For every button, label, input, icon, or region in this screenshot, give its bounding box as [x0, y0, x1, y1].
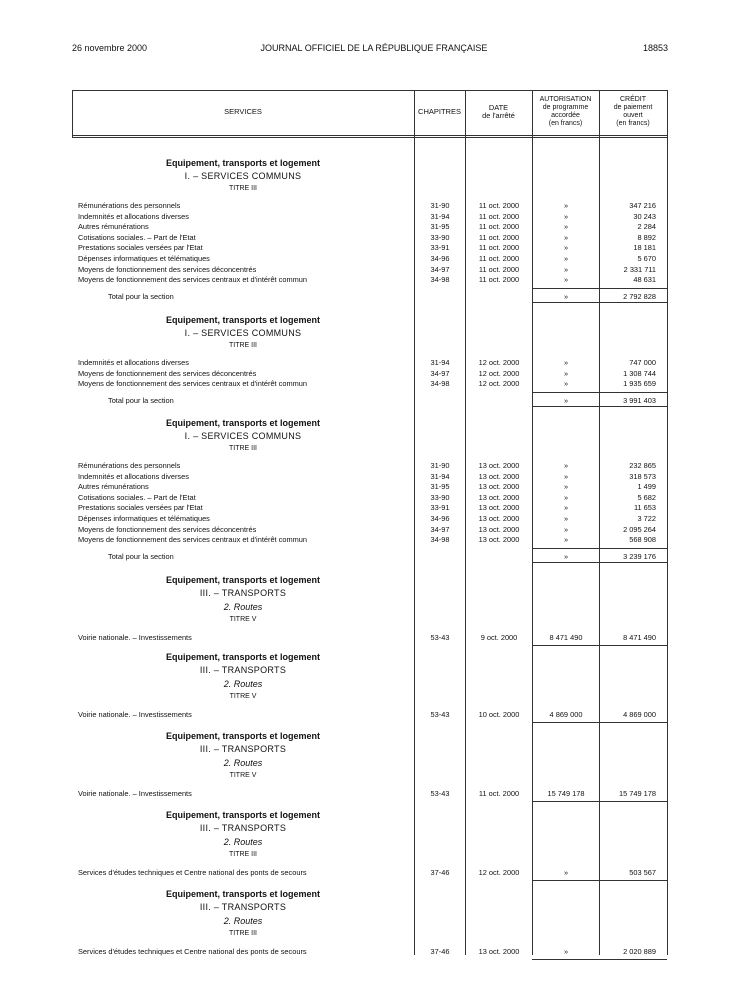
total-autorisation: »: [563, 395, 569, 405]
table-right-rule: [667, 90, 668, 955]
row-date: 11 oct. 2000: [478, 254, 520, 263]
row-credit: 347 216: [629, 201, 656, 210]
row-label: [78, 789, 410, 798]
section-subsection: 2. Routes: [223, 916, 263, 926]
row-date: 12 oct. 2000: [478, 868, 520, 877]
row-label-text: Rémunérations des personnels: [78, 201, 181, 210]
section-subsection: 2. Routes: [223, 837, 263, 847]
row-credit: 2 284: [637, 222, 656, 232]
row-label: [78, 525, 410, 534]
row-label-text: Moyens de fonctionnement des services centraux et d'intérêt commun: [78, 535, 307, 545]
section-title: Equipement, transports et logement: [165, 575, 321, 585]
row-label-text: Prestations sociales versées par l'Etat: [78, 503, 203, 513]
section-subtitle: I. – SERVICES COMMUNS: [184, 328, 302, 338]
total-rule-top: [532, 288, 667, 289]
row-chapitre: 34-96: [430, 514, 450, 523]
section-title: Equipement, transports et logement: [165, 158, 321, 168]
total-label: [108, 552, 410, 561]
row-chapitre: 34-96: [430, 254, 450, 263]
col-header-date: DATE de l'arrêté: [482, 103, 515, 120]
row-autorisation: »: [563, 461, 569, 470]
row-autorisation: »: [563, 368, 569, 378]
row-autorisation: »: [563, 514, 569, 523]
row-chapitre: 33-90: [430, 232, 450, 242]
row-label-text: Indemnités et allocations diverses: [78, 358, 189, 367]
row-label-text: Voirie nationale. – Investissements: [78, 789, 192, 798]
section-titre: TITRE III: [229, 851, 257, 858]
amount-rule: [532, 722, 667, 723]
row-label: [78, 233, 410, 242]
row-credit: 5 682: [637, 492, 656, 502]
section-titre: TITRE V: [229, 693, 257, 700]
row-label: [78, 243, 410, 252]
row-label-text: Dépenses informatiques et télématiques: [78, 514, 210, 523]
row-credit: 48 631: [633, 275, 656, 285]
row-autorisation: »: [563, 264, 569, 274]
row-date: 11 oct. 2000: [478, 232, 520, 242]
row-label-text: Prestations sociales versées par l'Etat: [78, 243, 203, 253]
row-label: [78, 633, 410, 642]
row-label-text: Autres rémunérations: [78, 482, 149, 492]
row-label-text: Dépenses informatiques et télématiques: [78, 254, 210, 263]
row-chapitre: 53-43: [430, 710, 450, 719]
row-label: [78, 265, 410, 274]
row-chapitre: 31-94: [430, 358, 450, 367]
row-credit: 747 000: [629, 358, 656, 367]
row-credit: 1 499: [637, 482, 656, 492]
row-chapitre: 53-43: [430, 789, 450, 798]
row-label-text: Moyens de fonctionnement des services déconcentrés: [78, 368, 257, 378]
section-subtitle: III. – TRANSPORTS: [199, 823, 287, 833]
row-label: [78, 472, 410, 481]
amount-rule: [532, 959, 667, 960]
total-rule-top: [532, 548, 667, 549]
row-autorisation: »: [563, 358, 569, 367]
section-title: Equipement, transports et logement: [165, 810, 321, 820]
total-label-text: Total pour la section: [108, 551, 174, 561]
row-label: [78, 222, 410, 231]
row-credit: 18 181: [633, 243, 656, 253]
row-chapitre: 37-46: [430, 868, 450, 877]
section-subtitle: III. – TRANSPORTS: [199, 902, 287, 912]
row-label: [78, 482, 410, 491]
row-autorisation: »: [563, 471, 569, 481]
row-label: [78, 275, 410, 284]
row-chapitre: 33-90: [430, 492, 450, 502]
row-credit: 1 308 744: [623, 368, 656, 378]
amount-rule: [532, 801, 667, 802]
row-autorisation: »: [563, 201, 569, 210]
row-credit: 8 471 490: [623, 633, 656, 642]
row-credit: 318 573: [629, 471, 656, 481]
running-header-journal-title: JOURNAL OFFICIEL DE LA RÉPUBLIQUE FRANÇAISE: [260, 43, 488, 53]
row-credit: 11 653: [633, 503, 656, 513]
row-autorisation: »: [563, 232, 569, 242]
row-autorisation: »: [563, 492, 569, 502]
section-subsection: 2. Routes: [223, 758, 263, 768]
row-chapitre: 33-91: [430, 503, 450, 513]
row-chapitre: 31-95: [430, 482, 450, 492]
row-autorisation: »: [563, 275, 569, 285]
row-label: [78, 493, 410, 502]
total-rule-bottom: [532, 406, 667, 407]
total-autorisation: »: [563, 551, 569, 561]
section-subtitle: III. – TRANSPORTS: [199, 744, 287, 754]
row-date: 13 oct. 2000: [478, 535, 520, 545]
row-autorisation: »: [563, 947, 569, 956]
row-label-text: Moyens de fonctionnement des services centraux et d'intérêt commun: [78, 275, 307, 285]
row-credit: 2 095 264: [623, 524, 656, 534]
row-label: [78, 369, 410, 378]
row-label-text: Services d'études techniques et Centre national des ponts de secours: [78, 947, 307, 956]
row-date: 13 oct. 2000: [478, 482, 520, 492]
table-header-rule: [72, 135, 668, 136]
row-date: 13 oct. 2000: [478, 514, 520, 523]
total-rule-top: [532, 392, 667, 393]
row-chapitre: 31-95: [430, 222, 450, 232]
section-title: Equipement, transports et logement: [165, 652, 321, 662]
row-date: 11 oct. 2000: [478, 275, 520, 285]
row-label-text: Voirie nationale. – Investissements: [78, 710, 192, 719]
section-subtitle: III. – TRANSPORTS: [199, 665, 287, 675]
row-credit: 8 892: [637, 232, 656, 242]
row-date: 10 oct. 2000: [478, 710, 520, 719]
section-subtitle: I. – SERVICES COMMUNS: [184, 171, 302, 181]
row-label-text: Rémunérations des personnels: [78, 461, 181, 470]
total-credit: 2 792 828: [623, 291, 656, 301]
row-date: 13 oct. 2000: [478, 503, 520, 513]
total-label-text: Total pour la section: [108, 395, 174, 405]
section-titre: TITRE III: [229, 185, 257, 192]
row-label-text: Cotisations sociales. – Part de l'Etat: [78, 232, 196, 242]
row-credit: 568 908: [629, 535, 656, 545]
row-autorisation: »: [563, 211, 569, 221]
section-titre: TITRE III: [229, 342, 257, 349]
row-label: [78, 461, 410, 470]
row-date: 12 oct. 2000: [478, 358, 520, 367]
row-autorisation: »: [563, 222, 569, 232]
row-chapitre: 33-91: [430, 243, 450, 253]
section-titre: TITRE V: [229, 616, 257, 623]
row-label: [78, 254, 410, 263]
row-chapitre: 34-97: [430, 368, 450, 378]
total-autorisation: »: [563, 291, 569, 301]
row-date: 11 oct. 2000: [478, 222, 520, 232]
row-chapitre: 31-94: [430, 471, 450, 481]
row-autorisation: »: [563, 254, 569, 263]
row-label-text: Moyens de fonctionnement des services déconcentrés: [78, 524, 257, 534]
row-label-text: Indemnités et allocations diverses: [78, 471, 189, 481]
total-rule-bottom: [532, 562, 667, 563]
row-date: 13 oct. 2000: [478, 492, 520, 502]
total-label-text: Total pour la section: [108, 291, 174, 301]
amount-rule: [532, 880, 667, 881]
row-label-text: Cotisations sociales. – Part de l'Etat: [78, 492, 196, 502]
total-credit: 3 991 403: [623, 395, 656, 405]
section-subsection: 2. Routes: [223, 679, 263, 689]
row-label: [78, 212, 410, 221]
row-date: 13 oct. 2000: [478, 471, 520, 481]
table-header-rule-double: [72, 137, 668, 138]
row-chapitre: 34-97: [430, 524, 450, 534]
row-credit: 4 869 000: [623, 710, 656, 719]
row-chapitre: 37-46: [430, 947, 450, 956]
page-number: 18853: [642, 43, 668, 53]
row-autorisation: »: [563, 379, 569, 389]
col-header-autorisation: AUTORISATION de programme accordée (en francs): [539, 96, 592, 127]
row-autorisation: »: [563, 243, 569, 253]
row-label: [78, 503, 410, 512]
running-header-date: 26 novembre 2000: [72, 43, 148, 53]
row-label: [78, 535, 410, 544]
total-label: [108, 292, 410, 301]
row-autorisation: »: [563, 482, 569, 492]
row-label-text: Moyens de fonctionnement des services centraux et d'intérêt commun: [78, 379, 307, 389]
row-date: 12 oct. 2000: [478, 379, 520, 389]
row-credit: 503 567: [629, 868, 656, 877]
row-date: 11 oct. 2000: [478, 243, 520, 253]
row-label: [78, 201, 410, 210]
row-autorisation: »: [563, 503, 569, 513]
row-label-text: Moyens de fonctionnement des services déconcentrés: [78, 264, 257, 274]
row-date: 12 oct. 2000: [478, 368, 520, 378]
row-chapitre: 34-98: [430, 535, 450, 545]
row-label-text: Voirie nationale. – Investissements: [78, 633, 192, 642]
section-titre: TITRE III: [229, 445, 257, 452]
row-chapitre: 34-97: [430, 264, 450, 274]
row-date: 11 oct. 2000: [478, 201, 520, 210]
row-chapitre: 31-90: [430, 201, 450, 210]
row-label-text: Indemnités et allocations diverses: [78, 211, 189, 221]
row-date: 11 oct. 2000: [478, 789, 520, 798]
row-chapitre: 31-90: [430, 461, 450, 470]
section-titre: TITRE V: [229, 772, 257, 779]
row-date: 11 oct. 2000: [478, 264, 520, 274]
row-label: [78, 514, 410, 523]
section-subsection: 2. Routes: [223, 602, 263, 612]
section-title: Equipement, transports et logement: [165, 418, 321, 428]
row-label-text: Services d'études techniques et Centre national des ponts de secours: [78, 868, 307, 877]
row-chapitre: 34-98: [430, 379, 450, 389]
total-label: [108, 396, 410, 405]
section-subtitle: III. – TRANSPORTS: [199, 588, 287, 598]
row-chapitre: 34-98: [430, 275, 450, 285]
row-credit: 3 722: [637, 514, 656, 523]
row-credit: 1 935 659: [623, 379, 656, 389]
section-title: Equipement, transports et logement: [165, 315, 321, 325]
section-subtitle: I. – SERVICES COMMUNS: [184, 431, 302, 441]
row-date: 9 oct. 2000: [480, 633, 518, 642]
row-label: [78, 947, 410, 956]
total-credit: 3 239 176: [623, 551, 656, 561]
row-credit: 2 020 889: [623, 947, 656, 956]
col-header-services: SERVICES: [224, 107, 262, 116]
row-date: 13 oct. 2000: [478, 524, 520, 534]
row-credit: 232 865: [629, 461, 656, 470]
row-label: [78, 379, 410, 388]
row-label-text: Autres rémunérations: [78, 222, 149, 232]
row-date: 13 oct. 2000: [478, 947, 520, 956]
row-autorisation: »: [563, 524, 569, 534]
col-header-chapitres: CHAPITRES: [418, 107, 461, 116]
col-header-credit: CRÉDIT de paiement ouvert (en francs): [613, 96, 653, 127]
row-credit: 5 670: [637, 254, 656, 263]
row-label: [78, 868, 410, 877]
row-autorisation: »: [563, 535, 569, 545]
row-credit: 15 749 178: [619, 789, 656, 798]
row-autorisation: 8 471 490: [549, 633, 583, 642]
row-credit: 2 331 711: [623, 264, 656, 274]
row-autorisation: 15 749 178: [547, 789, 585, 798]
row-autorisation: »: [563, 868, 569, 877]
row-label: [78, 710, 410, 719]
total-rule-bottom: [532, 302, 667, 303]
row-credit: 30 243: [633, 211, 656, 221]
row-chapitre: 31-94: [430, 211, 450, 221]
row-autorisation: 4 869 000: [549, 710, 583, 719]
amount-rule: [532, 645, 667, 646]
row-label: [78, 358, 410, 367]
row-date: 11 oct. 2000: [478, 211, 520, 221]
section-title: Equipement, transports et logement: [165, 889, 321, 899]
section-titre: TITRE III: [229, 930, 257, 937]
row-date: 13 oct. 2000: [478, 461, 520, 470]
section-title: Equipement, transports et logement: [165, 731, 321, 741]
row-chapitre: 53-43: [430, 633, 450, 642]
